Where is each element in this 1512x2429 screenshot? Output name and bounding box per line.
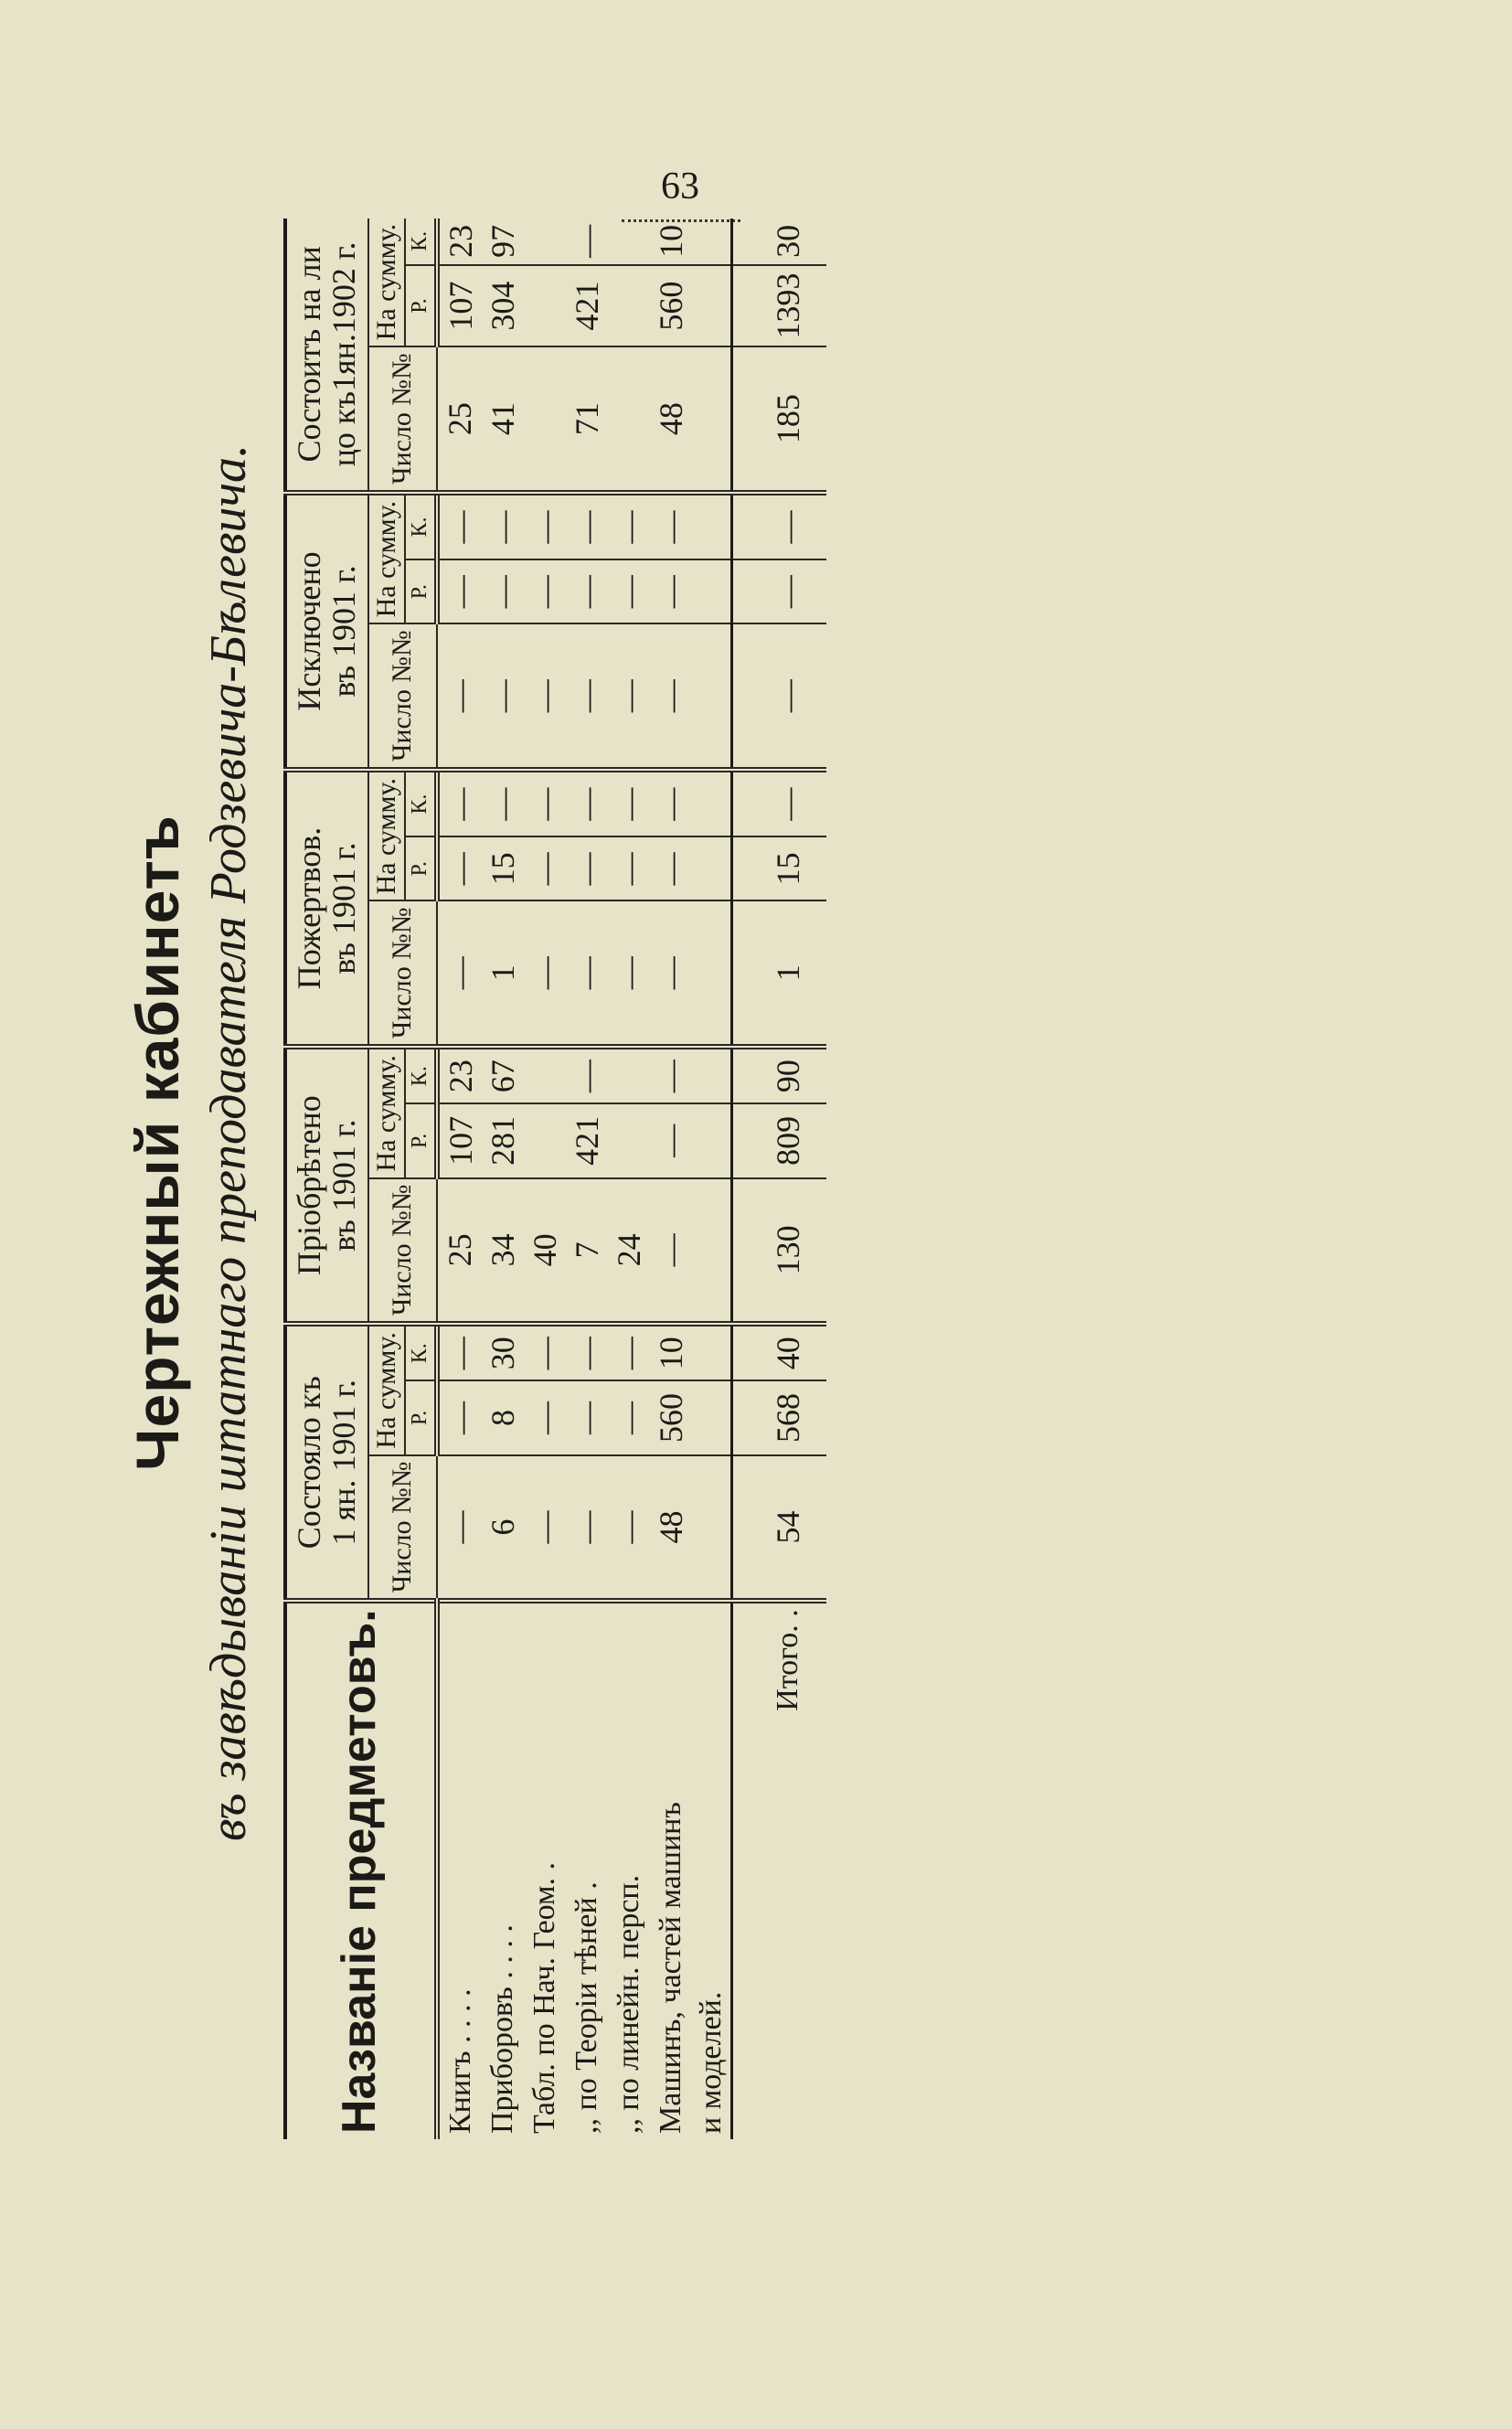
table-cell: — <box>524 770 566 836</box>
table-cell: 107 <box>437 265 482 346</box>
table-cell: — <box>482 559 524 623</box>
table-cell <box>692 836 732 900</box>
table-cell: — <box>650 770 692 836</box>
table-cell: 568 <box>731 1380 826 1454</box>
item-name: Приборовъ . . . . <box>484 1924 519 2134</box>
table-cell: 34 <box>482 1178 524 1325</box>
table-cell: — <box>731 623 826 770</box>
table-cell <box>692 1324 732 1380</box>
group-header-start <box>285 1324 368 1601</box>
table-cell: 421 <box>566 1103 608 1177</box>
kop-header: К. <box>405 770 437 836</box>
table-cell <box>692 1455 732 1602</box>
table-cell: 23 <box>437 218 482 265</box>
table-cell: 1 <box>482 900 524 1047</box>
count-header: Число №№ <box>368 1178 437 1325</box>
rotated-page-content <box>110 137 1234 2148</box>
sum-header: На сумму. <box>368 1324 405 1454</box>
page-number: 63 <box>661 165 699 208</box>
table-cell: — <box>650 1178 692 1325</box>
sum-header: На сумму. <box>368 493 405 623</box>
table-cell: — <box>566 493 608 559</box>
count-header: Число №№ <box>368 346 437 493</box>
table-cell: 25 <box>437 1178 482 1325</box>
table-cell <box>524 265 566 346</box>
table-cell: 24 <box>608 1178 650 1325</box>
kop-header: К. <box>405 493 437 559</box>
table-row <box>524 218 566 2139</box>
table-cell: — <box>566 559 608 623</box>
table-row <box>566 218 608 2139</box>
table-cell: — <box>650 493 692 559</box>
count-header: Число №№ <box>368 623 437 770</box>
table-cell <box>608 1047 650 1103</box>
cabinet-title: Чертежный кабинетъ <box>123 815 191 1471</box>
table-cell: 25 <box>437 346 482 493</box>
table-cell: 7 <box>566 1178 608 1325</box>
table-cell: — <box>608 623 650 770</box>
table-cell <box>692 559 732 623</box>
table-cell: — <box>437 1380 482 1454</box>
table-cell: 304 <box>482 265 524 346</box>
table-cell: 10 <box>650 218 692 265</box>
table-cell: — <box>482 493 524 559</box>
table-cell: — <box>524 1380 566 1454</box>
table-cell <box>608 1103 650 1177</box>
table-cell: 97 <box>482 218 524 265</box>
table-cell <box>692 265 732 346</box>
table-row <box>482 218 524 2139</box>
table-cell: — <box>437 1324 482 1380</box>
table-cell: — <box>524 493 566 559</box>
group-header-line1: Пріобрѣтено <box>291 1095 327 1276</box>
table-cell <box>692 900 732 1047</box>
table-cell: — <box>608 493 650 559</box>
table-cell <box>692 493 732 559</box>
table-cell <box>692 1380 732 1454</box>
table-cell: — <box>566 1047 608 1103</box>
table-cell <box>524 218 566 265</box>
item-name: Машинъ, частей машинъ <box>653 1802 687 2134</box>
inventory-table-box <box>283 223 1252 2139</box>
group-header-line1: Пожертвов. <box>291 826 327 990</box>
table-cell: 23 <box>437 1047 482 1103</box>
table-cell: — <box>524 1455 566 1602</box>
group-header-line2: цо къ1ян.1902 г. <box>325 241 362 467</box>
table-cell: — <box>524 623 566 770</box>
group-header-acquired <box>285 1047 368 1324</box>
table-cell <box>692 1103 732 1177</box>
group-header-line1: Состоитъ на ли <box>291 246 327 463</box>
table-cell <box>692 1178 732 1325</box>
table-cell <box>692 1047 732 1103</box>
table-cell: — <box>650 559 692 623</box>
sum-header: На сумму. <box>368 218 405 346</box>
rub-header: Р. <box>405 559 437 623</box>
table-cell: 67 <box>482 1047 524 1103</box>
table-cell: — <box>524 559 566 623</box>
table-cell: — <box>482 623 524 770</box>
total-label: Итого. . <box>731 1601 826 2139</box>
table-row <box>692 218 732 2139</box>
table-cell: 281 <box>482 1103 524 1177</box>
table-cell: — <box>608 770 650 836</box>
table-cell: — <box>437 900 482 1047</box>
rub-header: Р. <box>405 1103 437 1177</box>
table-cell <box>524 1103 566 1177</box>
group-header-line2: въ 1901 г. <box>325 565 362 698</box>
table-cell <box>524 346 566 493</box>
table-cell: — <box>566 1455 608 1602</box>
table-cell: 48 <box>650 1455 692 1602</box>
table-cell: — <box>731 493 826 559</box>
table-cell: — <box>608 1380 650 1454</box>
table-cell: 130 <box>731 1178 826 1325</box>
item-name: и моделей. <box>693 1991 728 2134</box>
table-cell: — <box>608 900 650 1047</box>
table-cell: — <box>608 1324 650 1380</box>
kop-header: К. <box>405 218 437 265</box>
table-cell <box>608 218 650 265</box>
table-cell: 1393 <box>731 265 826 346</box>
item-name: Книгъ . . . . <box>442 1988 477 2134</box>
table-cell: 48 <box>650 346 692 493</box>
table-row <box>650 218 692 2139</box>
table-cell: 15 <box>482 836 524 900</box>
table-cell: 6 <box>482 1455 524 1602</box>
table-cell <box>608 346 650 493</box>
table-cell: — <box>482 770 524 836</box>
table-cell: — <box>731 770 826 836</box>
table-cell: — <box>566 1380 608 1454</box>
table-row <box>437 218 482 2139</box>
table-cell: 71 <box>566 346 608 493</box>
table-cell: — <box>566 218 608 265</box>
table-cell: 40 <box>524 1178 566 1325</box>
count-header: Число №№ <box>368 1455 437 1602</box>
table-cell: 421 <box>566 265 608 346</box>
name-column-header: Названіе предметовъ. <box>285 1601 437 2139</box>
table-cell: — <box>437 623 482 770</box>
table-cell: 41 <box>482 346 524 493</box>
item-name: Табл. по Нач. Геом. . <box>527 1861 561 2134</box>
item-name: ,, по Теоріи тѣней . <box>569 1881 603 2134</box>
table-cell <box>608 265 650 346</box>
table-cell <box>692 770 732 836</box>
table-cell: — <box>608 836 650 900</box>
table-cell: 15 <box>731 836 826 900</box>
table-heading <box>110 137 293 2148</box>
table-cell: — <box>437 493 482 559</box>
kop-header: К. <box>405 1324 437 1380</box>
table-cell: — <box>566 623 608 770</box>
table-cell: 809 <box>731 1103 826 1177</box>
inventory-table <box>283 218 826 2139</box>
table-cell: — <box>650 623 692 770</box>
table-cell: — <box>566 836 608 900</box>
table-cell: — <box>524 1324 566 1380</box>
table-cell <box>692 218 732 265</box>
group-header-excluded <box>285 493 368 770</box>
group-header-line2: въ 1901 г. <box>325 842 362 975</box>
inventory-table-body <box>437 218 826 2139</box>
group-header-line1: Исключено <box>291 551 327 711</box>
table-cell <box>692 623 732 770</box>
table-cell: 40 <box>731 1324 826 1380</box>
group-header-donated <box>285 770 368 1047</box>
table-cell: — <box>437 836 482 900</box>
table-cell: — <box>608 559 650 623</box>
kop-header: К. <box>405 1047 437 1103</box>
table-cell: 560 <box>650 1380 692 1454</box>
rub-header: Р. <box>405 1380 437 1454</box>
table-cell: — <box>524 836 566 900</box>
table-cell: 560 <box>650 265 692 346</box>
table-cell: — <box>650 836 692 900</box>
total-row <box>731 218 826 2139</box>
table-cell: — <box>437 559 482 623</box>
table-cell: — <box>437 1455 482 1602</box>
table-cell <box>524 1047 566 1103</box>
table-cell: — <box>566 1324 608 1380</box>
table-cell <box>692 346 732 493</box>
group-header-line2: въ 1901 г. <box>325 1119 362 1252</box>
rub-header: Р. <box>405 836 437 900</box>
table-cell: 90 <box>731 1047 826 1103</box>
table-cell: — <box>650 1047 692 1103</box>
group-header-line2: 1 ян. 1901 г. <box>325 1379 362 1546</box>
table-cell: — <box>437 770 482 836</box>
table-cell: — <box>731 559 826 623</box>
item-name: ,, по линейн. персп. <box>611 1874 645 2134</box>
table-row <box>608 218 650 2139</box>
table-cell: — <box>608 1455 650 1602</box>
table-cell: 54 <box>731 1455 826 1602</box>
sum-header: На сумму. <box>368 1047 405 1177</box>
cabinet-subtitle: въ завѣдываніи штатнаго преподавателя Родзевича-Бѣлевича. <box>200 443 257 1842</box>
table-cell: — <box>650 1103 692 1177</box>
table-cell: 10 <box>650 1324 692 1380</box>
count-header: Число №№ <box>368 900 437 1047</box>
table-cell: 30 <box>731 218 826 265</box>
sum-header: На сумму. <box>368 770 405 900</box>
table-cell: — <box>524 900 566 1047</box>
table-cell: — <box>566 770 608 836</box>
table-cell: — <box>566 900 608 1047</box>
group-header-line1: Состояло къ <box>291 1376 327 1550</box>
rub-header: Р. <box>405 265 437 346</box>
table-cell: 185 <box>731 346 826 493</box>
table-cell: 1 <box>731 900 826 1047</box>
table-cell: — <box>650 900 692 1047</box>
table-cell: 8 <box>482 1380 524 1454</box>
group-header-end <box>285 218 368 493</box>
table-cell: 107 <box>437 1103 482 1177</box>
table-cell: 30 <box>482 1324 524 1380</box>
